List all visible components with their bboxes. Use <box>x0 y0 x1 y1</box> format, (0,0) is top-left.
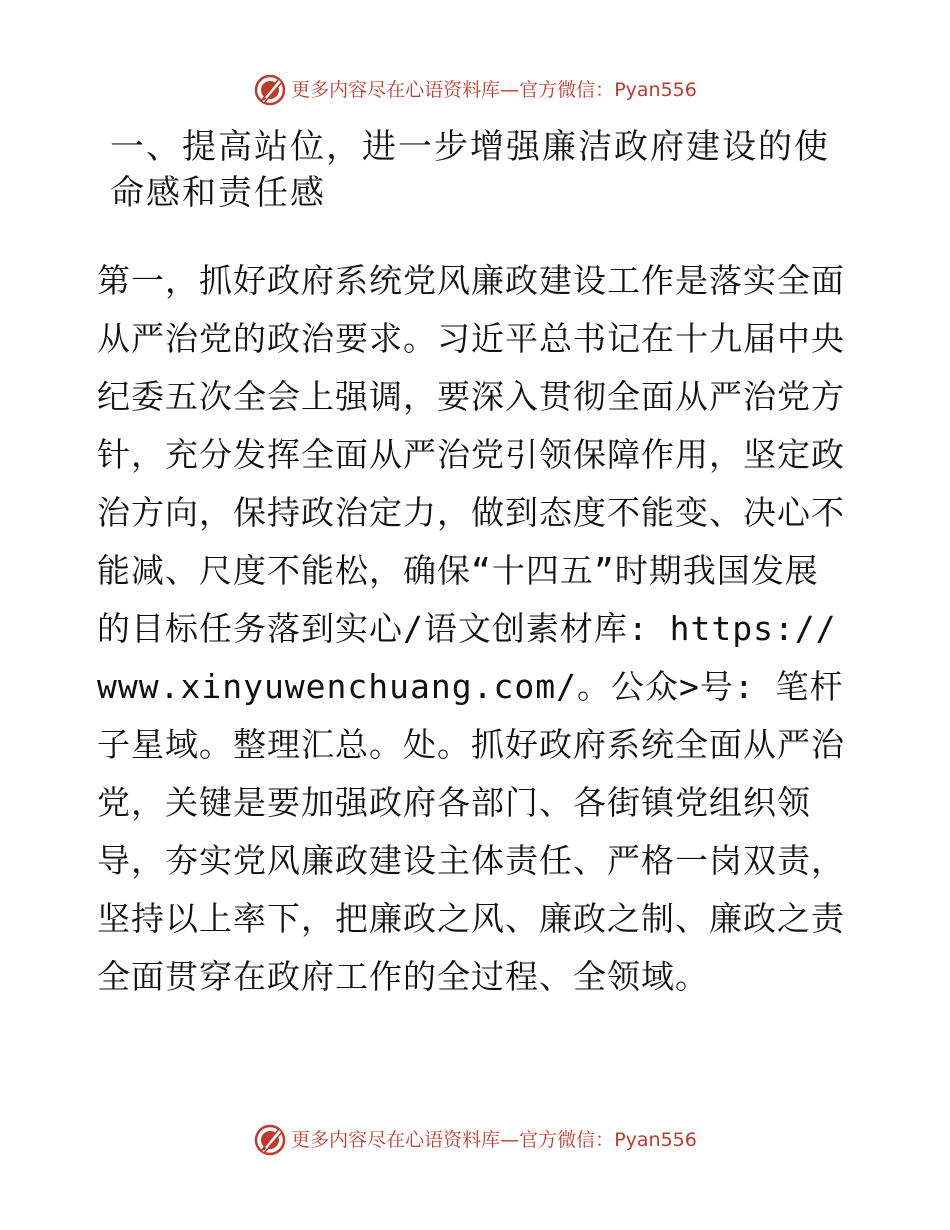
section-heading: 一、提高站位，进一步增强廉洁政府建设的使命感和责任感 <box>110 127 830 213</box>
quill-pen-logo-icon <box>253 1123 287 1157</box>
footer-watermark-banner <box>0 1120 950 1160</box>
banner-site-name: 更多内容尽在心语资料库 <box>291 79 501 101</box>
header-watermark-banner <box>0 70 950 110</box>
body-paragraph: 第一，抓好政府系统党风廉政建设工作是落实全面从严治党的政治要求。习近平总书记在十九届中央纪委五次全会上强调，要深入贯彻全面从严治党方针，充分发挥全面从严治党引领保障作用，坚定政治方向，保持政治定力，做到态度不能变、决心不能减、尺度不能松，确保“十四五”时期我国发展的目标任务落到实心/语文创素材库: https://www.xinyuwenchuang.com/。公众>号: 笔杆子星域。整理汇总。处。抓好政府系统全面从严治党，关键是要加强政府各部门、各街镇党组织领导，夯实党风廉政建设主体责任、严格一岗双责，坚持以上率下，把廉政之风、廉政之制、廉政之责全面贯穿在政府工作的全过程、全领域。 <box>97 261 845 996</box>
banner-wechat-label: 官方微信： <box>519 79 615 101</box>
banner-wechat-label: 官方微信： <box>519 1129 615 1151</box>
banner-wechat-id: Pyan556 <box>614 79 697 101</box>
banner-wechat-id: Pyan556 <box>614 1129 697 1151</box>
quill-pen-logo-icon <box>253 73 287 107</box>
banner-separator: — <box>500 79 520 101</box>
banner-separator: — <box>500 1129 520 1151</box>
banner-site-name: 更多内容尽在心语资料库 <box>291 1129 501 1151</box>
